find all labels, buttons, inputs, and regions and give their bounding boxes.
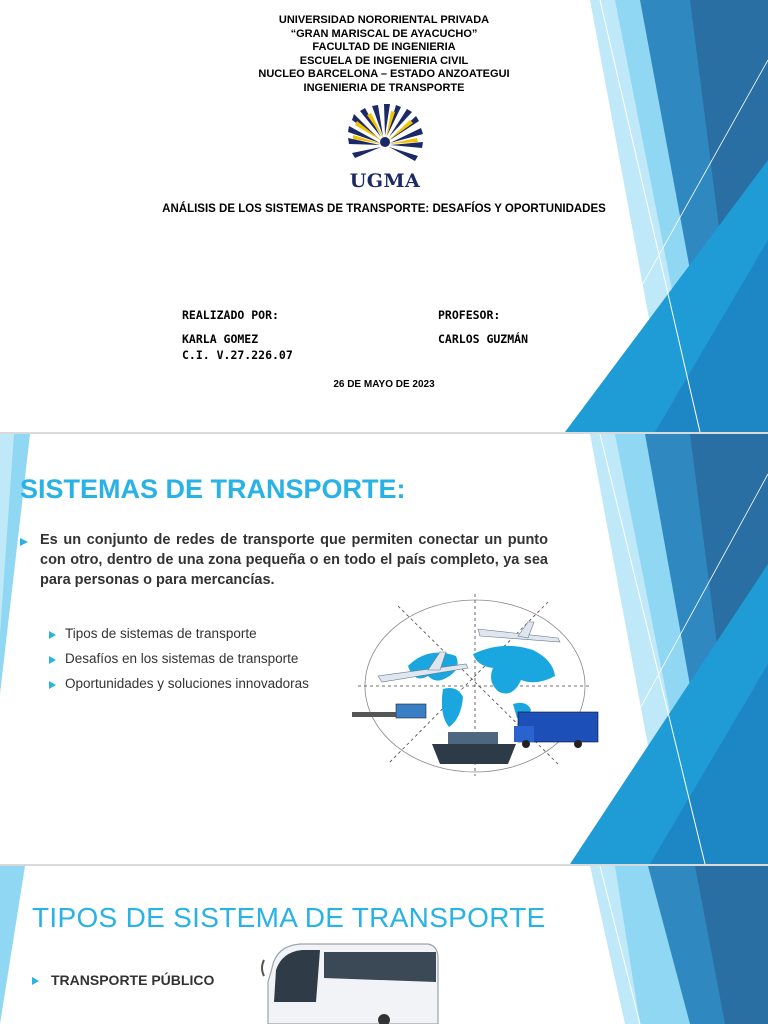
slide-title: SISTEMAS DE TRANSPORTE: — [20, 474, 406, 504]
presentation-subtitle: ANÁLISIS DE LOS SISTEMAS DE TRANSPORTE: DESAFÍOS Y OPORTUNIDADES — [162, 203, 606, 215]
logo-text: UGMA — [349, 170, 421, 192]
triangle-bullet-icon — [49, 681, 56, 689]
subitem-oportunidades: Oportunidades y soluciones innovadoras — [65, 676, 309, 691]
header-line: FACULTAD DE INGENIERIA — [312, 41, 456, 54]
triangle-bullet-icon — [49, 631, 56, 639]
author-id: C.I. V.27.226.07 — [182, 348, 293, 362]
header-line: ESCUELA DE INGENIERIA CIVIL — [299, 54, 469, 67]
header-line: “GRAN MARISCAL DE AYACUCHO” — [290, 27, 478, 40]
slide-title: TIPOS DE SISTEMA DE TRANSPORTE — [32, 902, 546, 933]
world-map-transport-icon — [348, 594, 602, 776]
university-header — [0, 14, 768, 96]
profesor-name: CARLOS GUZMÁN — [438, 332, 529, 346]
title-slide — [0, 0, 768, 432]
item-transporte-publico: TRANSPORTE PÚBLICO — [51, 972, 215, 988]
presentation-date: 26 DE MAYO DE 2023 — [333, 379, 435, 390]
bus-icon — [260, 938, 440, 1024]
profesor-label: PROFESOR: — [438, 308, 501, 322]
triangle-bullet-icon — [20, 538, 28, 546]
definition-paragraph: Es un conjunto de redes de transporte que permiten conectar un punto con otro, dentro de una zona pequeña o en todo el país completo, ya sea para personas o para mercancías. — [40, 532, 548, 588]
subitem-desafios: Desafíos en los sistemas de transporte — [65, 651, 299, 666]
header-line: INGENIERIA DE TRANSPORTE — [303, 81, 465, 94]
triangle-bullet-icon — [32, 977, 39, 985]
triangle-bullet-icon — [49, 656, 56, 664]
author-name: KARLA GOMEZ — [182, 332, 259, 346]
tipos-slide — [0, 866, 768, 1024]
subitem-tipos: Tipos de sistemas de transporte — [65, 626, 257, 641]
ugma-logo-icon — [345, 104, 425, 170]
realizado-label: REALIZADO POR: — [182, 308, 279, 322]
header-line: UNIVERSIDAD NORORIENTAL PRIVADA — [278, 14, 490, 26]
header-line: NUCLEO BARCELONA – ESTADO ANZOATEGUI — [258, 68, 510, 81]
sistemas-slide — [0, 434, 768, 864]
